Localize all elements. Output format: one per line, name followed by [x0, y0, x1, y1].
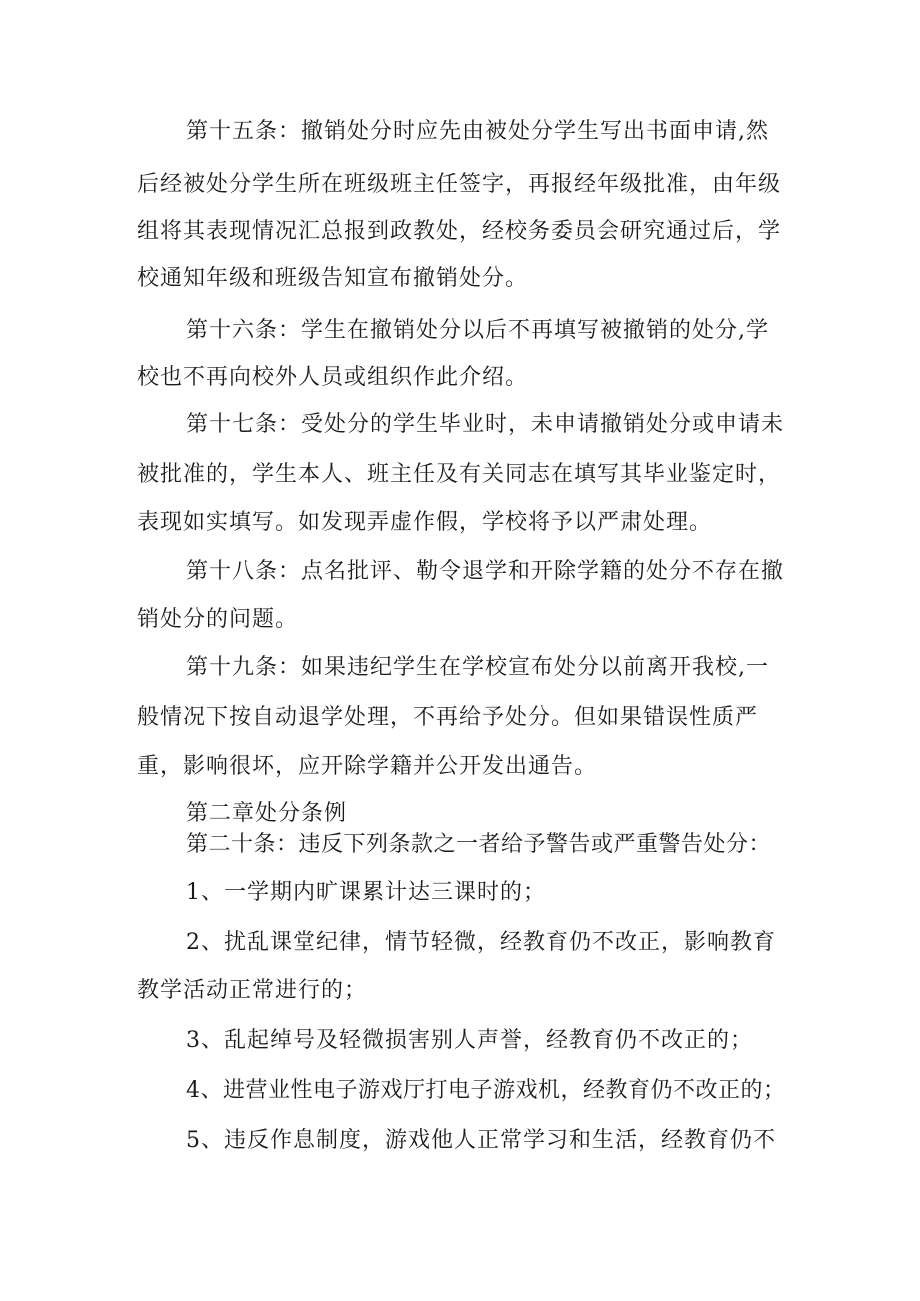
list-item: 4、进营业性电子游戏厅打电子游戏机，经教育仍不改正的；: [186, 1078, 786, 1103]
text-line: 般情况下按自动退学处理，不再给予处分。但如果错误性质严: [137, 705, 759, 730]
text-line: 校通知年级和班级告知宣布撤销处分。: [137, 266, 529, 291]
list-item: 3、乱起绰号及轻微损害别人声誉，经教育仍不改正的；: [186, 1028, 753, 1053]
text-line: 表现如实填写。如发现弄虚作假，学校将予以严肃处理。: [137, 510, 713, 535]
text-line: 第十五条：撤销处分时应先由被处分学生写出书面申请,然: [186, 119, 769, 144]
text-line: 第十八条：点名批评、勒令退学和开除学籍的处分不存在撤: [186, 559, 785, 584]
text-line: 组将其表现情况汇总报到政教处，经校务委员会研究通过后，学: [137, 219, 782, 244]
text-line: 第十七条：受处分的学生毕业时，未申请撤销处分或申请未: [186, 412, 785, 437]
list-item: 1、一学期内旷课累计达三课时的；: [186, 880, 546, 905]
text-line: 第十六条：学生在撤销处分以后不再填写被撤销的处分,学: [186, 318, 769, 343]
text-line: 第二十条：违反下列条款之一者给予警告或严重警告处分：: [186, 832, 772, 857]
chapter-heading: 第二章处分条例: [186, 801, 348, 826]
text-line: 重，影响很坏，应开除学籍并公开发出通告。: [137, 754, 598, 779]
list-item: 2、扰乱课堂纪律，情节轻微，经教育仍不改正，影响教育: [186, 930, 776, 955]
list-item: 5、违反作息制度，游戏他人正常学习和生活，经教育仍不: [186, 1128, 776, 1153]
text-line: 被批准的，学生本人、班主任及有关同志在填写其毕业鉴定时，: [137, 462, 782, 487]
text-line: 校也不再向校外人员或组织作此介绍。: [137, 365, 529, 390]
text-line: 后经被处分学生所在班级班主任签字，再报经年级批准，由年级: [137, 172, 782, 197]
text-line: 销处分的问题。: [137, 607, 299, 632]
text-line: 第十九条：如果违纪学生在学校宣布处分以前离开我校,一: [186, 655, 769, 680]
text-line: 教学活动正常进行的；: [137, 978, 368, 1003]
